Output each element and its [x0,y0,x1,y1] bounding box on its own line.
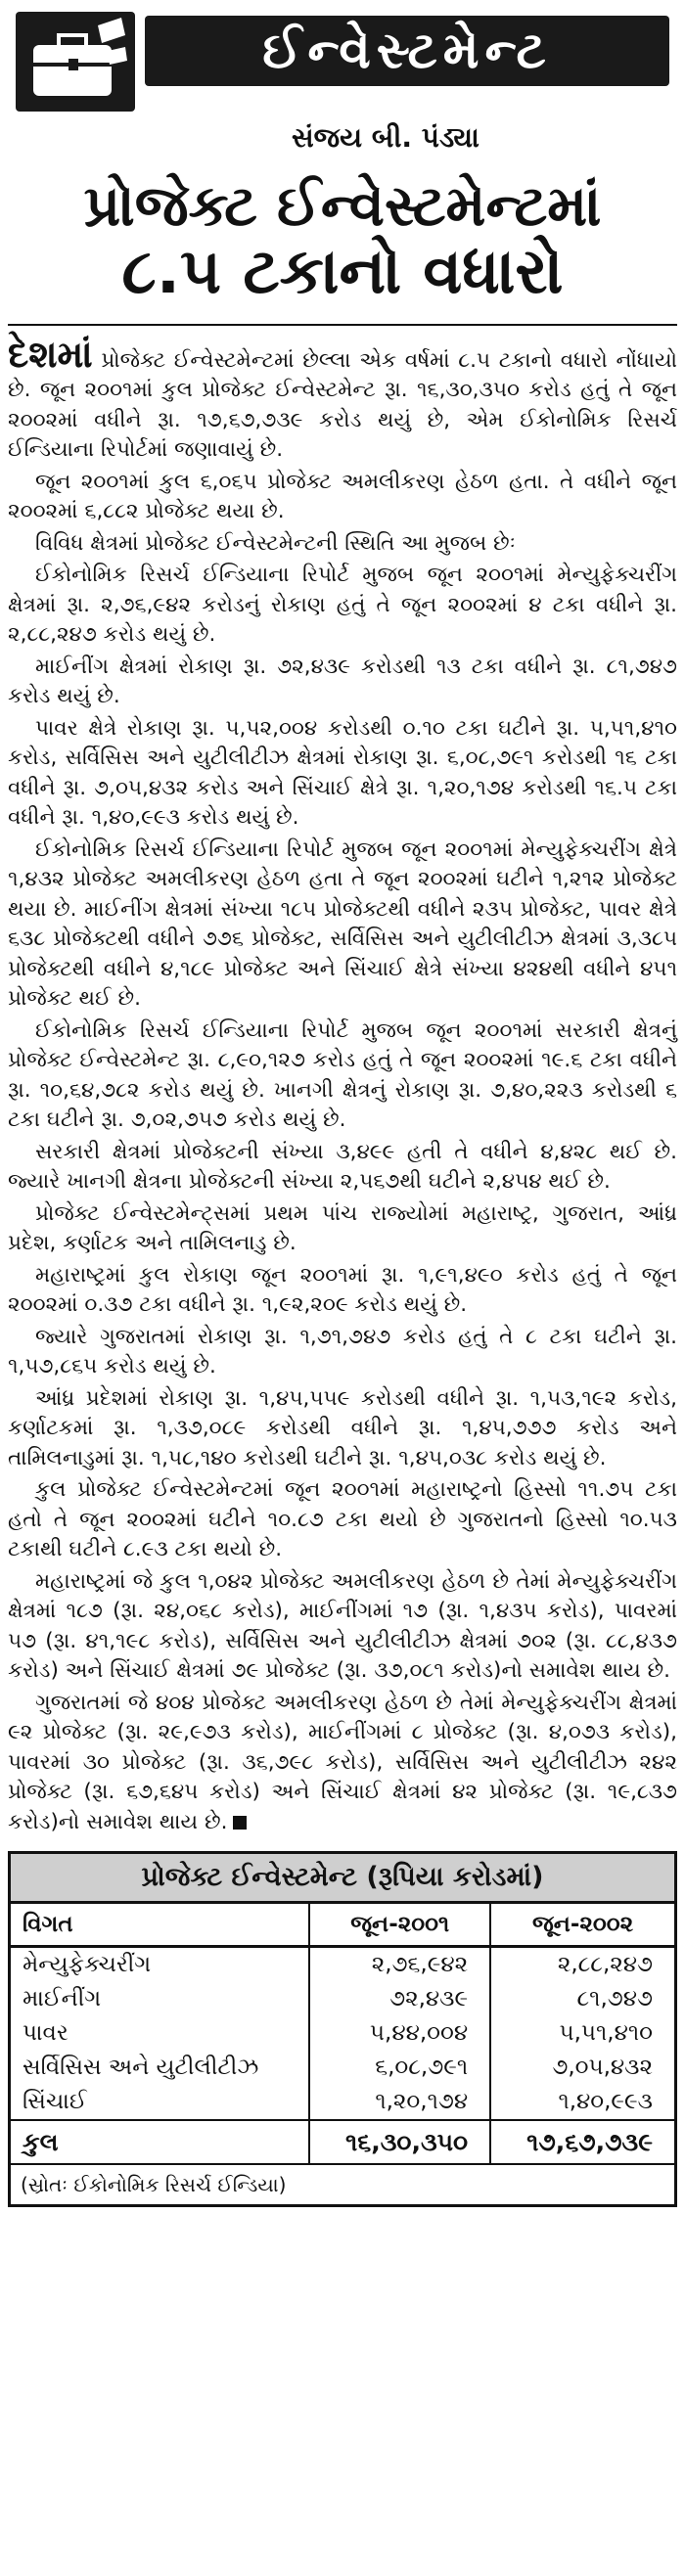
row-label: મેન્યુફેક્ચરીંગ [23,1952,152,1978]
row-label: સિંચાઈ [23,2089,87,2115]
table-row [11,2085,674,2120]
column-title: ઈન્વેસ્ટમેન્ટ [262,21,552,80]
table-title: પ્રોજેક્ટ ઈન્વેસ્ટમેન્ટ (રૂપિયા કરોડમાં) [11,1854,674,1904]
column-header: જૂન-૨૦૦૨ [490,1904,674,1947]
dropcap-word: દેશમાં [8,332,93,376]
headline-line-1: પ્રોજેક્ટ ઈન્વેસ્ટમેન્ટમાં [83,172,602,239]
author-byline: સંજય બી. પંડ્યા [292,121,480,154]
total-2002: ૧૭,૬૭,૭૩૯ [490,2120,674,2163]
paragraph: જૂન ૨૦૦૧માં કુલ ૬,૦૬૫ પ્રોજેક્ટ અમલીકરણ હેઠળ હતા. તે વધીને જૂન ૨૦૦૨માં ૬,૮૮૨ પ્રોજેક્ટ થયા છે. [8,469,677,524]
paragraph: મહારાષ્ટ્રમાં જે કુલ ૧,૦૪૨ પ્રોજેક્ટ અમલીકરણ હેઠળ છે તેમાં મેન્યુફેક્ચરીંગ ક્ષેત્રમાં ૧૮૭ (રૂા. ૨૪,૦૬૮ કરોડ), માઈનીંગમાં ૧૭ (રૂા. ૧,૪૩૫ કરોડ), પાવરમાં ૫૭ (રૂા. ૪૧,૧૯૮ કરોડ), સર્વિસિસ અને યુટીલીટીઝ ક્ષેત્રમાં ૭૦૨ (રૂા. ૮૮,૪૩૭ કરોડ) અને સિંચાઈ ક્ષેત્રમાં ૭૯ પ્રોજેક્ટ (રૂા. ૩૭,૦૮૧ કરોડ)નો સમાવેશ થાય છે. [8,1568,677,1684]
data-table [11,1904,674,2163]
value-2002: ૨,૮૮,૨૪૭ [490,1947,674,1983]
value-2001: ૧,૨૦,૧૭૪ [309,2085,490,2120]
column-header: જૂન-૨૦૦૧ [309,1904,490,1947]
paragraph: દેશમાં પ્રોજેક્ટ ઈન્વેસ્ટમેન્ટમાં છેલ્લા એક વર્ષમાં ૮.૫ ટકાનો વધારો નોંધાયો છે. જૂન ૨૦૦૧માં કુલ પ્રોજેક્ટ ઈન્વેસ્ટમેન્ટ રૂા. ૧૬,૩૦,૩૫૦ કરોડ હતું તે જૂન ૨૦૦૨માં વધીને રૂા. ૧૭,૬૭,૭૩૯ કરોડ થયું છે, એમ ઈકોનોમિક રિસર્ચ ઈન્ડિયાના રિપોર્ટમાં જણાવાયું છે. [8,332,677,463]
paragraph: ઈકોનોમિક રિસર્ચ ઈન્ડિયાના રિપોર્ટ મુજબ જૂન ૨૦૦૧માં સરકારી ક્ષેત્રનું પ્રોજેક્ટ ઈન્વેસ્ટમેન્ટ રૂા. ૮,૯૦,૧૨૭ કરોડ હતું તે જૂન ૨૦૦૨માં ૧૯.૬ ટકા વધીને રૂા. ૧૦,૬૪,૭૮૨ કરોડ થયું છે. ખાનગી ક્ષેત્રનું રોકાણ રૂા. ૭,૪૦,૨૨૩ કરોડથી ૬ ટકા ઘટીને રૂા. ૭,૦૨,૭૫૭ કરોડ થયું છે. [8,1017,677,1133]
row-label: સર્વિસિસ અને યુટીલીટીઝ [23,2055,259,2081]
paragraph: આંધ્ર પ્રદેશમાં રોકાણ રૂા. ૧,૪૫,૫૫૯ કરોડથી વધીને રૂા. ૧,૫૩,૧૯૨ કરોડ, કર્ણાટકમાં રૂા. ૧,૩૭,૦૮૯ કરોડથી વધીને રૂા. ૧,૪૫,૭૭૭ કરોડ અને તામિલનાડુમાં રૂા. ૧,૫૮,૧૪૦ કરોડથી ઘટીને રૂા. ૧,૪૫,૦૩૮ કરોડ થયું છે. [8,1385,677,1470]
paragraph: સરકારી ક્ષેત્રમાં પ્રોજેક્ટની સંખ્યા ૩,૪૯૯ હતી તે વધીને ૪,૪૨૮ થઈ છે. જ્યારે ખાનગી ક્ષેત્રના પ્રોજેક્ટની સંખ્યા ૨,૫૬૭થી ઘટીને ૨,૪૫૪ થઈ છે. [8,1139,677,1195]
value-2001: ૬,૦૮,૭૯૧ [309,2051,490,2085]
paragraph: ગુજરાતમાં જે ૪૦૪ પ્રોજેક્ટ અમલીકરણ હેઠળ છે તેમાં મેન્યુફેક્ચરીંગ ક્ષેત્રમાં ૯૨ પ્રોજેક્ટ (રૂા. ૨૯,૯૭૩ કરોડ), માઈનીંગમાં ૮ પ્રોજેક્ટ (રૂા. ૪,૦૭૩ કરોડ), પાવરમાં ૩૦ પ્રોજેક્ટ (રૂા. ૩૬,૭૯૮ કરોડ), સર્વિસિસ અને યુટીલીટીઝ ૨૪૨ પ્રોજેક્ટ (રૂા. ૬૭,૬૪૫ કરોડ) અને સિંચાઈ ક્ષેત્રમાં ૪૨ પ્રોજેક્ટ (રૂા. ૧૯,૮૩૭ કરોડ)નો સમાવેશ થાય છે. [8,1690,677,1834]
value-2001: ૫,૪૪,૦૦૪ [309,2016,490,2051]
source-note: (સ્રોતઃ ઈકોનોમિક રિસર્ચ ઈન્ડિયા) [11,2163,674,2204]
newspaper-page [0,8,685,2576]
value-2002: ૧,૪૦,૯૯૩ [490,2085,674,2120]
paragraph: ઈકોનોમિક રિસર્ચ ઈન્ડિયાના રિપોર્ટ મુજબ જૂન ૨૦૦૧માં મેન્યુફેક્ચરીંગ ક્ષેત્રમાં રૂા. ૨,૭૬,૯૪૨ કરોડનું રોકાણ હતું તે જૂન ૨૦૦૨માં ૪ ટકા વધીને રૂા. ૨,૮૮,૨૪૭ કરોડ થયું છે. [8,563,677,648]
investment-table [8,1851,677,2207]
briefcase-money-icon [12,8,139,115]
table-row [11,1982,674,2016]
value-2001: ૨,૭૬,૯૪૨ [309,1947,490,1983]
paragraph: કુલ પ્રોજેક્ટ ઈન્વેસ્ટમેન્ટમાં જૂન ૨૦૦૧માં મહારાષ્ટ્રનો હિસ્સો ૧૧.૭૫ ટકા હતો તે જૂન ૨૦૦૨માં ઘટીને ૧૦.૮૭ ટકા થયો છે ગુજરાતનો હિસ્સો ૧૦.૫૩ ટકાથી ઘટીને ૮.૯૩ ટકા થયો છે. [8,1477,677,1562]
table-row [11,2051,674,2085]
banner-bar [145,16,669,86]
value-2001: ૭૨,૪૩૯ [309,1982,490,2016]
total-label: કુલ [11,2120,309,2163]
row-label: પાવર [23,2020,68,2047]
table-row [11,2016,674,2051]
row-label: માઈનીંગ [23,1986,102,2012]
value-2002: ૮૧,૭૪૭ [490,1982,674,2016]
divider [8,324,677,326]
paragraph: પ્રોજેક્ટ ઈન્વેસ્ટમેન્ટ્સમાં પ્રથમ પાંચ રાજ્યોમાં મહારાષ્ટ્ર, ગુજરાત, આંધ્ર પ્રદેશ, કર્ણાટક અને તામિલનાડુ છે. [8,1200,677,1256]
table-header-row [11,1904,674,1947]
total-2001: ૧૬,૩૦,૩૫૦ [309,2120,490,2163]
table-row [11,1947,674,1983]
paragraph: ઈકોનોમિક રિસર્ચ ઈન્ડિયાના રિપોર્ટ મુજબ જૂન ૨૦૦૧માં મેન્યુફેક્ચરીંગ ક્ષેત્રે ૧,૪૩૨ પ્રોજેક્ટ અમલીકરણ હેઠળ હતા તે જૂન ૨૦૦૨માં ઘટીને ૧,૨૧૨ પ્રોજેક્ટ થયા છે. માઈનીંગ ક્ષેત્રમાં સંખ્યા ૧૮૫ પ્રોજેક્ટથી વધીને ૨૩૫ પ્રોજેક્ટ, પાવર ક્ષેત્રે ૬૩૮ પ્રોજેક્ટથી વધીને ૭૭૬ પ્રોજેક્ટ, સર્વિસિસ અને યુટીલીટીઝ ક્ષેત્રમાં ૩,૩૮૫ પ્રોજેક્ટથી વધીને ૪,૧૮૯ પ્રોજેક્ટ અને સિંચાઈ ક્ષેત્રે સંખ્યા ૪૨૪થી વધીને ૪૫૧ પ્રોજેક્ટ થઈ છે. [8,836,677,1012]
column-banner [8,8,677,154]
paragraph: વિવિધ ક્ષેત્રમાં પ્રોજેક્ટ ઈન્વેસ્ટમેન્ટની સ્થિતિ આ મુજબ છેઃ [35,530,516,556]
paragraph: માઈનીંગ ક્ષેત્રમાં રોકાણ રૂા. ૭૨,૪૩૯ કરોડથી ૧૩ ટકા વધીને રૂા. ૮૧,૭૪૭ કરોડ થયું છે. [8,654,677,709]
article-body [8,332,677,1838]
value-2002: ૫,૫૧,૪૧૦ [490,2016,674,2051]
end-mark-icon [233,1816,247,1830]
headline [8,174,677,308]
column-header: વિગત [11,1904,309,1947]
value-2002: ૭,૦૫,૪૩૨ [490,2051,674,2085]
total-row [11,2120,674,2163]
paragraph: મહારાષ્ટ્રમાં કુલ રોકાણ જૂન ૨૦૦૧માં રૂા. ૧,૯૧,૪૯૦ કરોડ હતું તે જૂન ૨૦૦૨માં ૦.૩૭ ટકા વધીને રૂા. ૧,૯૨,૨૦૯ કરોડ થયું છે. [8,1262,677,1318]
paragraph: પાવર ક્ષેત્રે રોકાણ રૂા. ૫,૫૨,૦૦૪ કરોડથી ૦.૧૦ ટકા ઘટીને રૂા. ૫,૫૧,૪૧૦ કરોડ, સર્વિસિસ અને યુટીલીટીઝ ક્ષેત્રમાં રોકાણ રૂા. ૬,૦૮,૭૯૧ કરોડથી ૧૬ ટકા વધીને રૂા. ૭,૦૫,૪૩૨ કરોડ અને સિંચાઈ ક્ષેત્રે રૂા. ૧,૨૦,૧૭૪ કરોડથી ૧૬.૫ ટકા વધીને રૂા. ૧,૪૦,૯૯૩ કરોડ થયું છે. [8,715,677,831]
paragraph: જ્યારે ગુજરાતમાં રોકાણ રૂા. ૧,૭૧,૭૪૭ કરોડ હતું તે ૮ ટકા ઘટીને રૂા. ૧,૫૭,૮૬૫ કરોડ થયું છે. [8,1324,677,1379]
headline-line-2: ૮.૫ ટકાનો વધારો [121,235,564,308]
